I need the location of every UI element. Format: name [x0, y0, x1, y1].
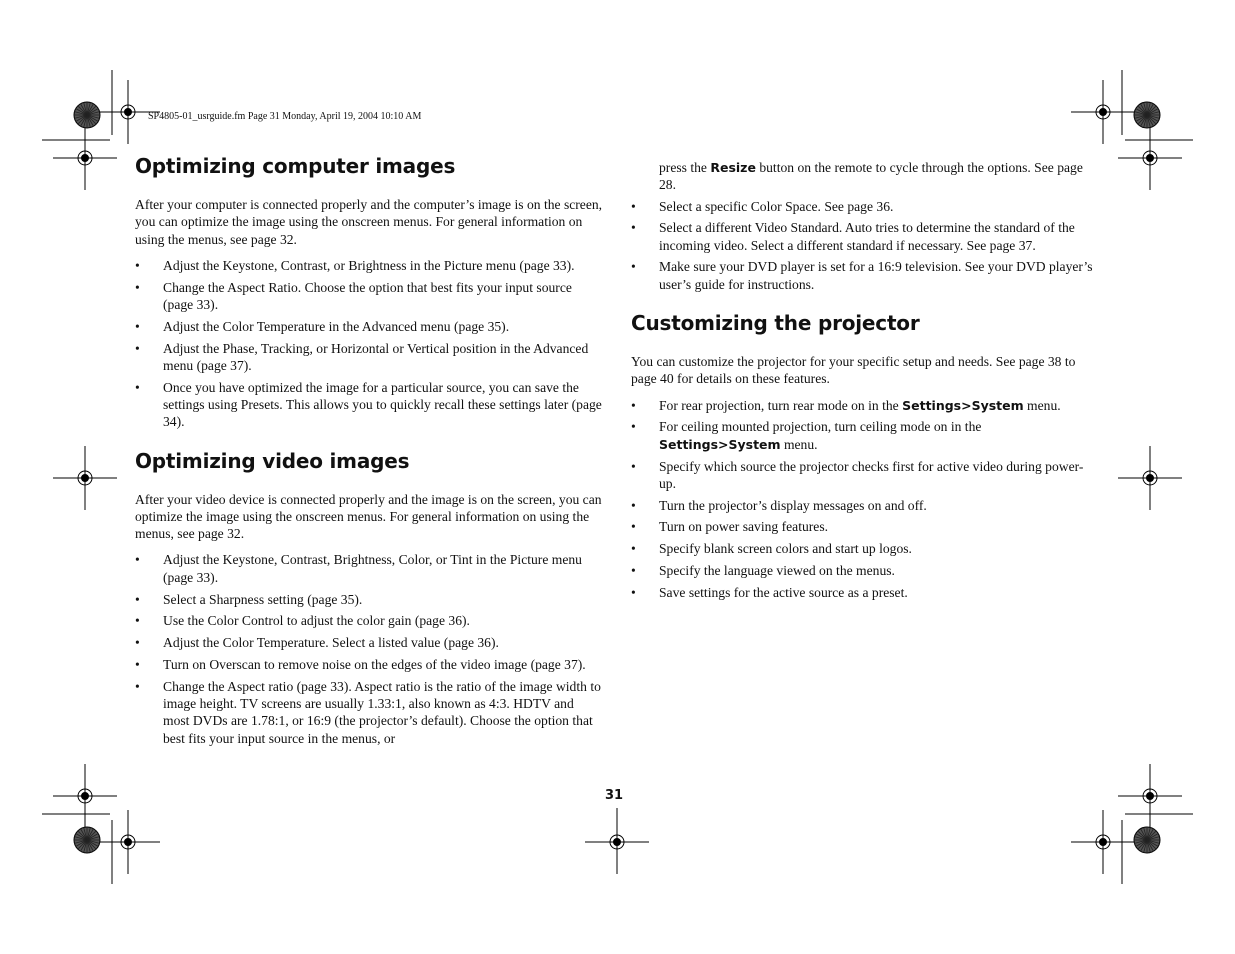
list-item: • Adjust the Keystone, Contrast, Brightness, Color, or Tint in the Picture menu (page 33). [135, 552, 582, 585]
list-item: • Specify which source the projector checks first for active video during power-up. [631, 458, 1084, 491]
list-item: • Once you have optimized the image for a particular source, you can save the settings using Presets. This allows you to quickly recall these settings later (page 34). [135, 379, 602, 430]
left-column [135, 154, 603, 751]
right-column [631, 159, 1099, 606]
list-item: • Specify the language viewed on the menus. [631, 563, 895, 579]
list-item: • Save settings for the active source as a preset. [631, 584, 908, 600]
list-item: • Adjust the Keystone, Contrast, or Brightness in the Picture menu (page 33). [135, 257, 575, 273]
list-item: • Turn the projector’s display messages on and off. [631, 497, 927, 513]
file-header-line: SP4805-01_usrguide.fm Page 31 Monday, April 19, 2004 10:10 AM [148, 111, 422, 122]
video-images-intro: After your video device is connected properly and the image is on the screen, you can optimize the image using the onscreen menus. For general information on using the menus, see page 32. [135, 491, 602, 542]
list-item: • Change the Aspect Ratio. Choose the option that best fits your input source (page 33). [135, 279, 572, 312]
list-item: • Turn on power saving features. [631, 519, 829, 535]
video-images-list-continued [631, 198, 1099, 293]
list-item: • Change the Aspect ratio (page 33). Aspect ratio is the ratio of the image width to image height. TV screens are usually 1.33:1, also known as 4:3. HDTV and most DVDs are 1.78:1, or 16:9 (the projector’s default). Choose the option that best fits your input source in the menus, or [135, 678, 601, 746]
customizing-intro: You can customize the projector for your specific setup and needs. See page 38 to page 40 for details on these features. [631, 354, 1076, 387]
list-item: • Select a different Video Standard. Auto tries to determine the standard of the incoming video. Select a different standard if necessary. See page 37. [631, 220, 1075, 253]
list-item: • For ceiling mounted projection, turn ceiling mode on in the Settings>System menu. [631, 419, 982, 452]
section-heading-customizing-projector: Customizing the projector [631, 311, 920, 336]
list-item: • Make sure your DVD player is set for a 16:9 television. See your DVD player’s user’s guide for instructions. [631, 259, 1093, 292]
computer-images-list [135, 257, 603, 431]
list-item: • Adjust the Color Temperature. Select a listed value (page 36). [135, 635, 499, 651]
list-item: • Use the Color Control to adjust the color gain (page 36). [135, 613, 470, 629]
section-heading-computer-images: Optimizing computer images [135, 154, 456, 178]
customizing-list [631, 397, 1099, 601]
list-item: • Turn on Overscan to remove noise on the edges of the video image (page 37). [135, 656, 586, 672]
list-item: • For rear projection, turn rear mode on in the Settings>System menu. [631, 397, 1061, 413]
list-item: • Select a specific Color Space. See page 36. [631, 198, 894, 214]
list-item: • Select a Sharpness setting (page 35). [135, 591, 363, 607]
list-item: • Specify blank screen colors and start up logos. [631, 541, 912, 557]
page-number: 31 [605, 788, 624, 803]
video-images-list [135, 551, 603, 746]
list-item: • Adjust the Color Temperature in the Advanced menu (page 35). [135, 318, 510, 334]
section-heading-video-images: Optimizing video images [135, 448, 410, 473]
list-item: • Adjust the Phase, Tracking, or Horizontal or Vertical position in the Advanced menu (page 37). [135, 340, 589, 373]
aspect-ratio-continuation: press the Resize button on the remote to cycle through the options. See page 28. [659, 160, 1083, 193]
computer-images-intro: After your computer is connected properly and the computer’s image is on the screen, you can optimize the image using the onscreen menus. For general information on using the menus, see page 32. [135, 197, 603, 247]
